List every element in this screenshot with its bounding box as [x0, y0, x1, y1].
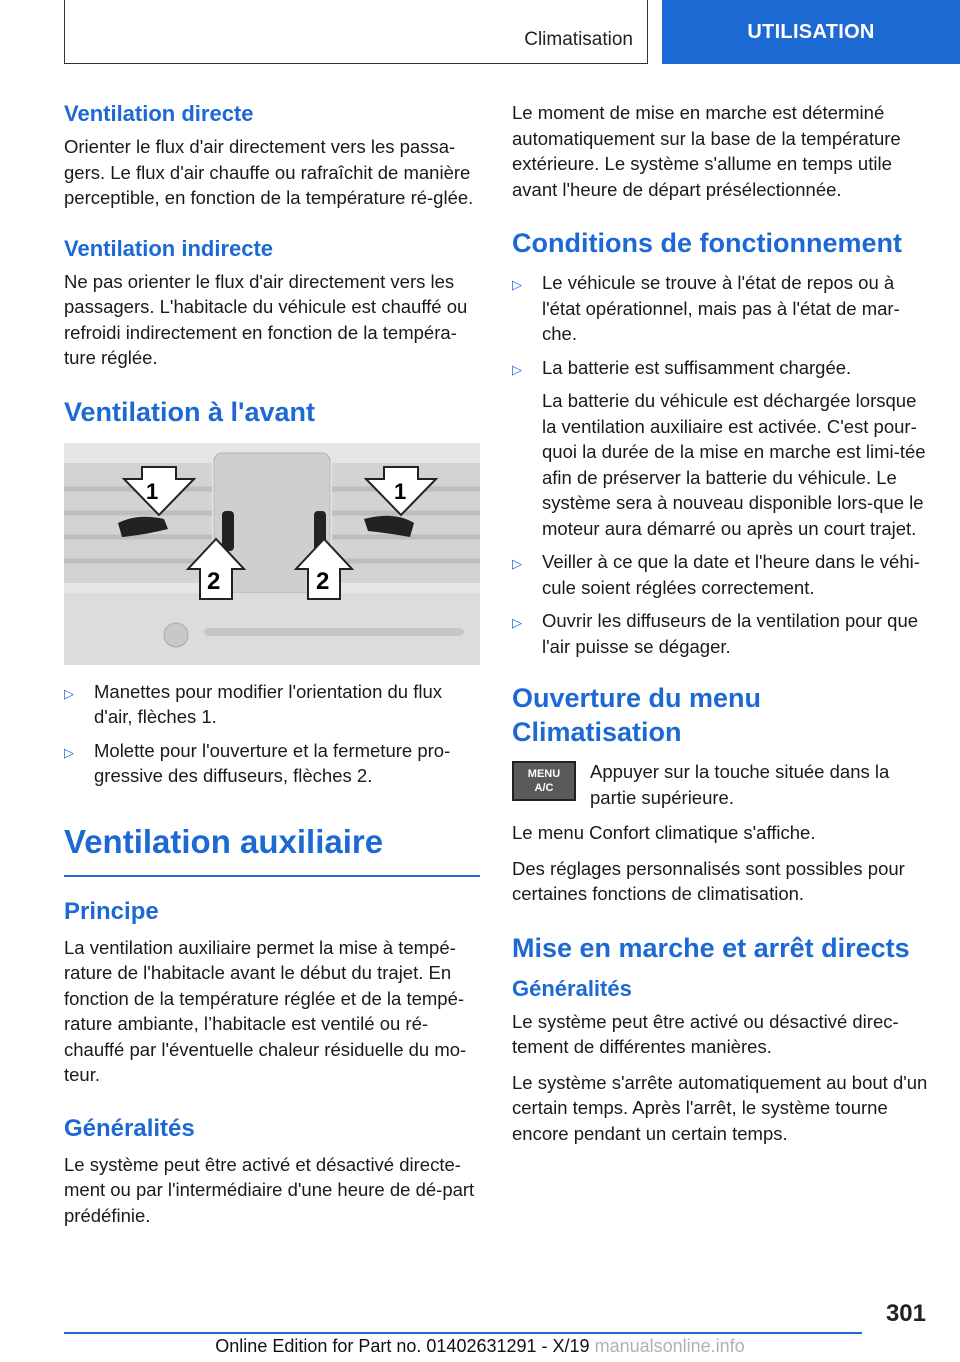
menu-instruction — [512, 759, 932, 820]
list-item-detail: La batterie du véhicule est déchargée lorsque la ventilation auxiliaire est activée. C'est pour-quoi la durée de la mise en marche est limi-tée afin de préserver la batterie du véhicule. Le système sera à nouveau disponible lors-que le moteur aura démarré ou après un court trajet. — [542, 390, 926, 539]
footer-divider — [64, 1332, 862, 1334]
heading-aux: Ventilation auxiliaire — [64, 822, 384, 860]
triangle-bullet-icon: ▷ — [512, 615, 522, 630]
front-vent-list — [64, 679, 480, 789]
list-item: ▷ Manettes pour modifier l'orientation du flux d'air, flèches 1. — [64, 680, 443, 727]
para-direct: Orienter le flux d'air directement vers les passa-gers. Le flux d'air chauffe ou rafraîchit de manière perceptible, en fonction de la température ré-glée. — [64, 136, 474, 208]
list-item: ▷ Ouvrir les diffuseurs de la ventilation pour que l'air puisse se dégager. — [512, 610, 919, 657]
list-item: ▷ La batterie est suffisamment chargée. La batterie du véhicule est déchargée lorsque la ventilation auxiliaire est activée. C'est pour-quoi la durée de la mise en marche est limi-tée afin de préserver la batterie du véhicule. Le système sera à nouveau disponible lors-que le moteur aura démarré ou après un court trajet. — [512, 355, 932, 542]
heading-general: Généralités — [64, 1114, 195, 1142]
header-section-title: Climatisation — [524, 29, 633, 50]
list-item: ▷ Veiller à ce que la date et l'heure dans le véhi-cule soient réglées correctement. — [512, 551, 920, 598]
para-menu-2: Des réglages personnalisés sont possibles pour certaines fonctions de climatisation. — [512, 857, 905, 904]
vent-illustration — [64, 443, 480, 665]
heading-conditions: Conditions de fonctionnement — [512, 228, 902, 258]
callout-1-left: 1 — [146, 478, 159, 504]
list-item: ▷ Le véhicule se trouve à l'état de repos ou à l'état opérationnel, mais pas à l'état de mar-che. — [512, 272, 900, 344]
para-gen-1: Le système peut être activé ou désactivé direc-tement de différentes manières. — [512, 1010, 899, 1057]
heading-direct: Ventilation directe — [64, 101, 254, 126]
left-column — [64, 100, 480, 1238]
para-general: Le système peut être activé et désactivé directe-ment ou par l'intermédiaire d'une heure de dé-part prédéfinie. — [64, 1153, 475, 1226]
callout-2-left: 2 — [207, 567, 221, 595]
para-moment: Le moment de mise en marche est déterminé automatiquement sur la base de la température extérieure. Le système s'allume en temps utile avant l'heure de départ présélectionnée. — [512, 102, 901, 200]
para-menu-btn: Appuyer sur la touche située dans la partie supérieure. — [590, 761, 890, 808]
list-item: ▷ Molette pour l'ouverture et la fermeture pro-gressive des diffuseurs, flèches 2. — [64, 739, 451, 786]
para-indirect: Ne pas orienter le flux d'air directement vers les passagers. L'habitacle du véhicule est chauffé ou refroidi indirectement en fonction de la tempéra-ture réglée. — [64, 270, 468, 368]
triangle-bullet-icon: ▷ — [64, 744, 74, 760]
section-divider — [64, 875, 480, 877]
menu-ac-button-icon: MENU A/C — [512, 761, 576, 801]
para-menu-1: Le menu Confort climatique s'affiche. — [512, 822, 816, 843]
triangle-bullet-icon: ▷ — [512, 277, 522, 292]
page-number: 301 — [885, 1300, 926, 1327]
para-principe: La ventilation auxiliaire permet la mise à tempé-rature de l'habitacle avant le début du trajet. En fonction de la température réglée et de la tempé-rature ambiante, l’habitacle est ventilé ou ré-chauffé par l'éventuelle chaleur résiduelle du mo-teur. — [64, 936, 467, 1085]
callout-1-right: 1 — [394, 478, 407, 504]
header-section-box — [64, 0, 648, 64]
conditions-list — [512, 270, 932, 659]
para-gen-2: Le système s'arrête automatiquement au bout d'un certain temps. Après l'arrêt, le système tourne encore pendant un certain temps. — [512, 1071, 928, 1144]
vent-photo-svg — [64, 443, 480, 665]
header-tab[interactable]: UTILISATION — [662, 0, 960, 64]
right-column — [512, 100, 932, 1156]
heading-mise: Mise en marche et arrêt directs — [512, 932, 910, 963]
triangle-bullet-icon: ▷ — [64, 685, 74, 701]
triangle-bullet-icon: ▷ — [512, 361, 522, 377]
triangle-bullet-icon: ▷ — [512, 556, 522, 571]
heading-front: Ventilation à l'avant — [64, 396, 315, 427]
footer-edition: Online Edition for Part no. 01402631291 - X/19 manualsonline.info — [215, 1336, 745, 1356]
heading-principe: Principe — [64, 897, 159, 925]
footer-watermark: manualsonline.info — [594, 1336, 745, 1356]
heading-indirect: Ventilation indirecte — [64, 235, 274, 261]
callout-2-right: 2 — [316, 567, 330, 595]
heading-general-2: Généralités — [512, 975, 632, 1001]
heading-menu: Ouverture du menu Climatisation — [512, 683, 762, 747]
